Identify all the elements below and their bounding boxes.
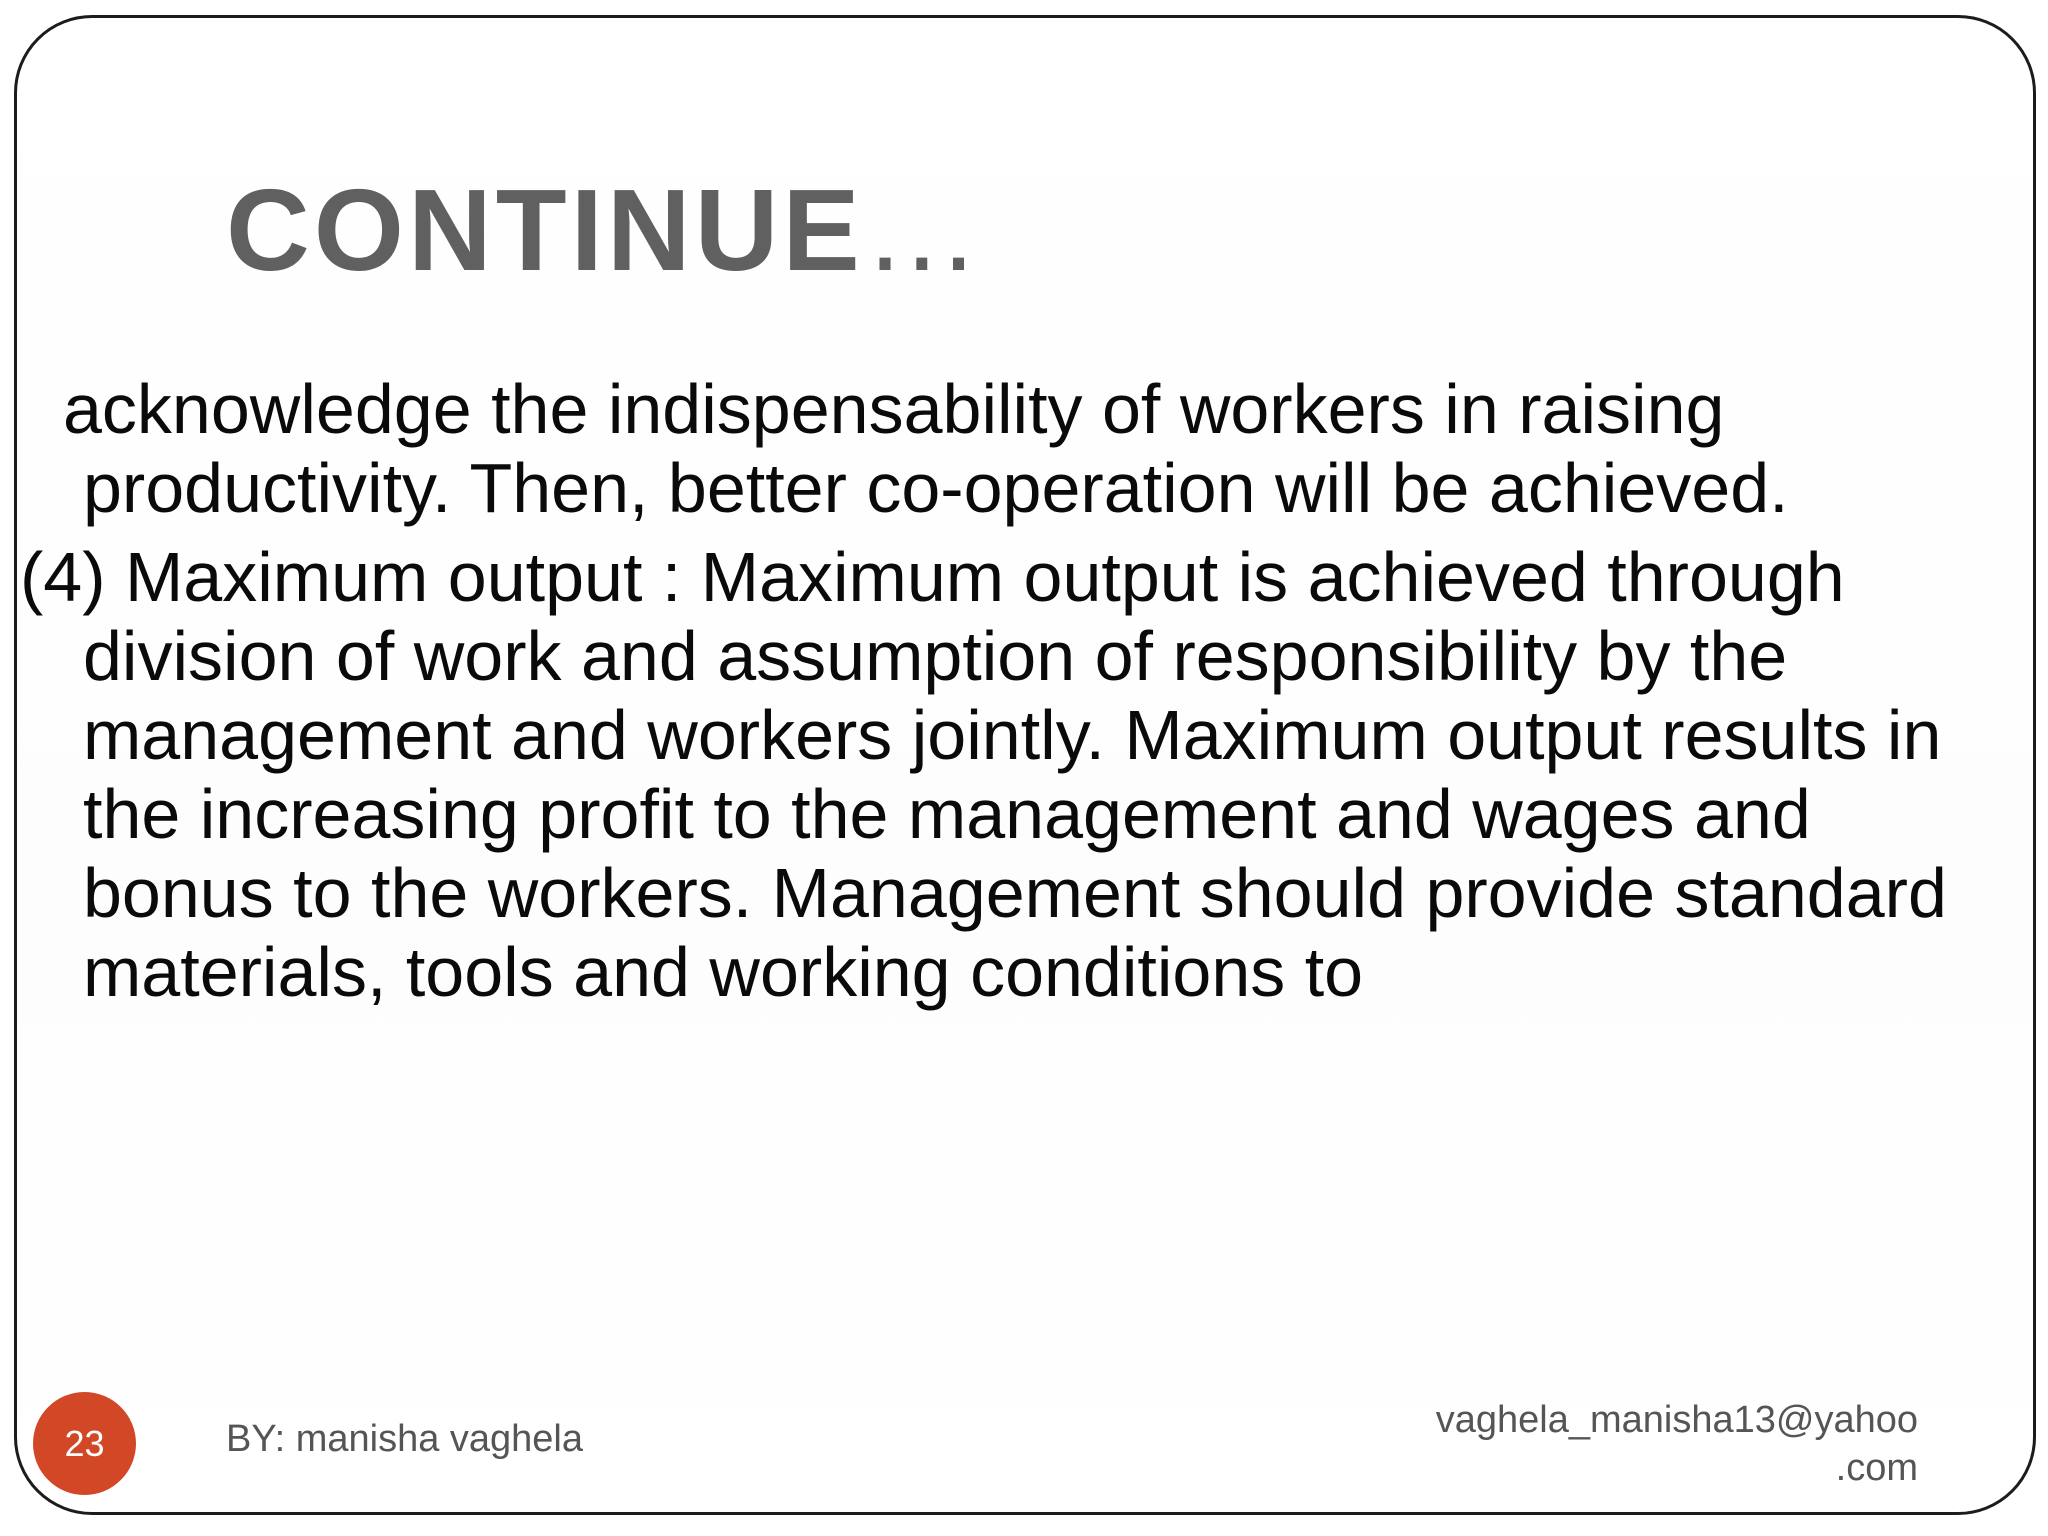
- slide-title-text: CONTINUE: [226, 165, 864, 295]
- page-number-badge: 23: [33, 1392, 136, 1495]
- slide-title-ellipsis: …: [863, 165, 982, 295]
- slide-title: [226, 160, 982, 300]
- footer-author: BY: manisha vaghela: [226, 1418, 584, 1460]
- slide-body: [20, 370, 2010, 1012]
- body-paragraph-maximum-output: (4) Maximum output : Maximum output is achieved through division of work and assumption of responsibility by the management and workers jointly. Maximum output results in the increasing profit to the management and wages and bonus to the workers. Management should provide standard materials, tools and working conditions to: [20, 538, 1947, 1011]
- body-paragraph-continuation: acknowledge the indispensability of workers in raising productivity. Then, better co-operation will be achieved.: [63, 370, 1789, 527]
- footer-email: [1318, 1396, 1918, 1492]
- footer-email-line-1: vaghela_manisha13@yahoo: [1435, 1399, 1918, 1441]
- footer-email-line-2: .com: [1835, 1447, 1918, 1489]
